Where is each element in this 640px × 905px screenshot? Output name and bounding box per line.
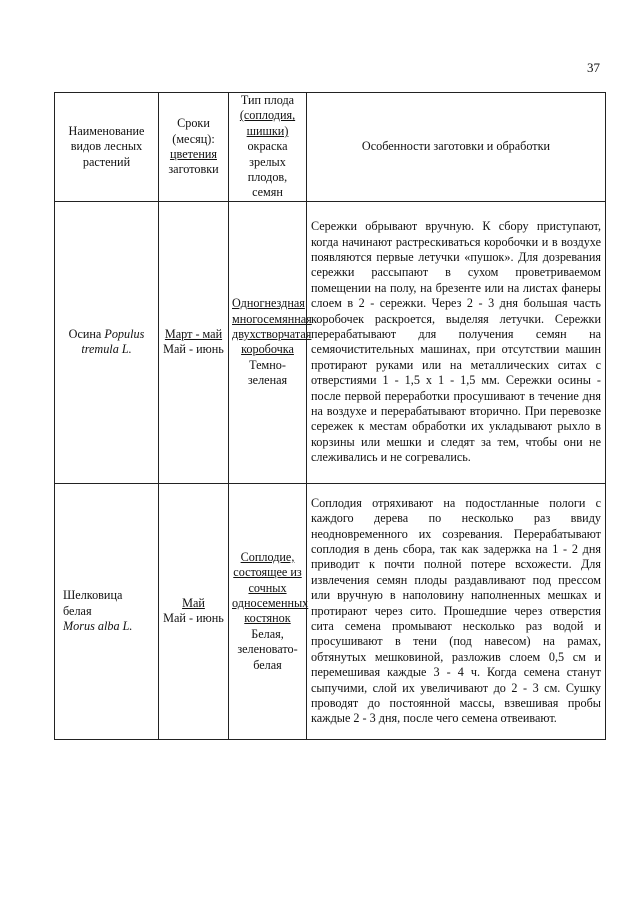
- terms-cell: [159, 201, 229, 483]
- page-number: 37: [587, 60, 600, 75]
- header-terms: [159, 93, 229, 202]
- fruit-type: Одногнездная многосемянная двухстворчатая коробочка: [232, 296, 312, 357]
- features-cell: [307, 201, 606, 483]
- fruit-color: Белая, зеленовато-белая: [237, 626, 298, 672]
- fruit-cell: [229, 201, 312, 483]
- species-name-cell: Шелковица белая Morus alba L.: [55, 483, 159, 739]
- header-fruit-color: окраска зрелых плодов, семян: [247, 139, 288, 200]
- header-fruit-title: Тип плода: [240, 93, 295, 107]
- header-terms-title: Сроки (месяц):: [172, 116, 215, 146]
- header-fruit: [229, 93, 307, 202]
- table-row: [55, 483, 606, 739]
- fruit-color: Темно-зеленая: [247, 357, 288, 388]
- harvest-table: [54, 92, 606, 740]
- fruit-type: Соплодие, состоящее из сочных односеменных костянок: [232, 549, 309, 626]
- features-text: Соплодия отряхивают на подостланные пологи с каждого дерева по несколько раз ввиду неодновременного их созревания. Перерабатывают соплодия в день сбора, так как задержка на 1 - 2 дня приводит к почти полной потере всхожести. Для извлечения семян плоды раздавливают под прессом или вручную в наполовину наполненных мешках и протирают через сито. Прошедшие через отверстия сита семена промывают несколько раз водой и просушивают в тени (под навесом) на рамах, обтянутых мешковиной, разложив слоем 0,5 см и перемешивая каждые 3 - 4 ч. Когда семена станут сыпучими, слой их увеличивают до 2 - 3 см. Сушку проводят до постоянной массы, взвешивая пробы каждые 2 - 3 дня, после чего семена отвеивают.: [311, 495, 601, 726]
- harvest-term: Май - июнь: [163, 611, 224, 626]
- harvest-term: Май - июнь: [163, 342, 224, 357]
- fruit-cell: [229, 483, 307, 739]
- header-fruit-infructescence: (соплодия, шишки): [239, 108, 296, 138]
- header-terms-flowering: цветения: [169, 146, 217, 161]
- header-species-name: Наименование видов лесных растений: [55, 93, 159, 202]
- header-features: Особенности заготовки и обработки: [307, 93, 606, 202]
- features-text: Сережки обрывают вручную. К сбору приступают, когда начинают растрескиваться коробочки и в воздухе появляются первые летучки «пушок». Для дозревания сережки рассыпают в сухом проветриваемом помещении на полу, на брезенте или на листах фанеры слоем в 2 - сережки. Через 2 - 3 дня большая часть коробочек раскроется, выделяя летучки. Сережки перерабатывают для получения семян на семяочистительных машинах, при отсутствии машин протирают руками или на металлических ситах с отверстиями 1 - 1,5 х 1 - 1,5 мм. Сережки осины - после первой переработки просушивают в течение дня на воздухе и перерабатывают вторично. При перевозке сережек к местам обработки их укладывают рыхло в корзины или мешки и следят за тем, чтобы они не слеживались и не согревались.: [311, 219, 601, 465]
- species-name-cell: Осина Populus tremula L.: [55, 201, 159, 483]
- header-terms-harvest: заготовки: [168, 162, 219, 177]
- table-row: [55, 201, 606, 483]
- features-cell: [307, 483, 606, 739]
- flowering-term: Май: [182, 595, 205, 610]
- table-header-row: [55, 93, 606, 202]
- flowering-term: Март - май: [164, 326, 223, 341]
- terms-cell: [159, 483, 229, 739]
